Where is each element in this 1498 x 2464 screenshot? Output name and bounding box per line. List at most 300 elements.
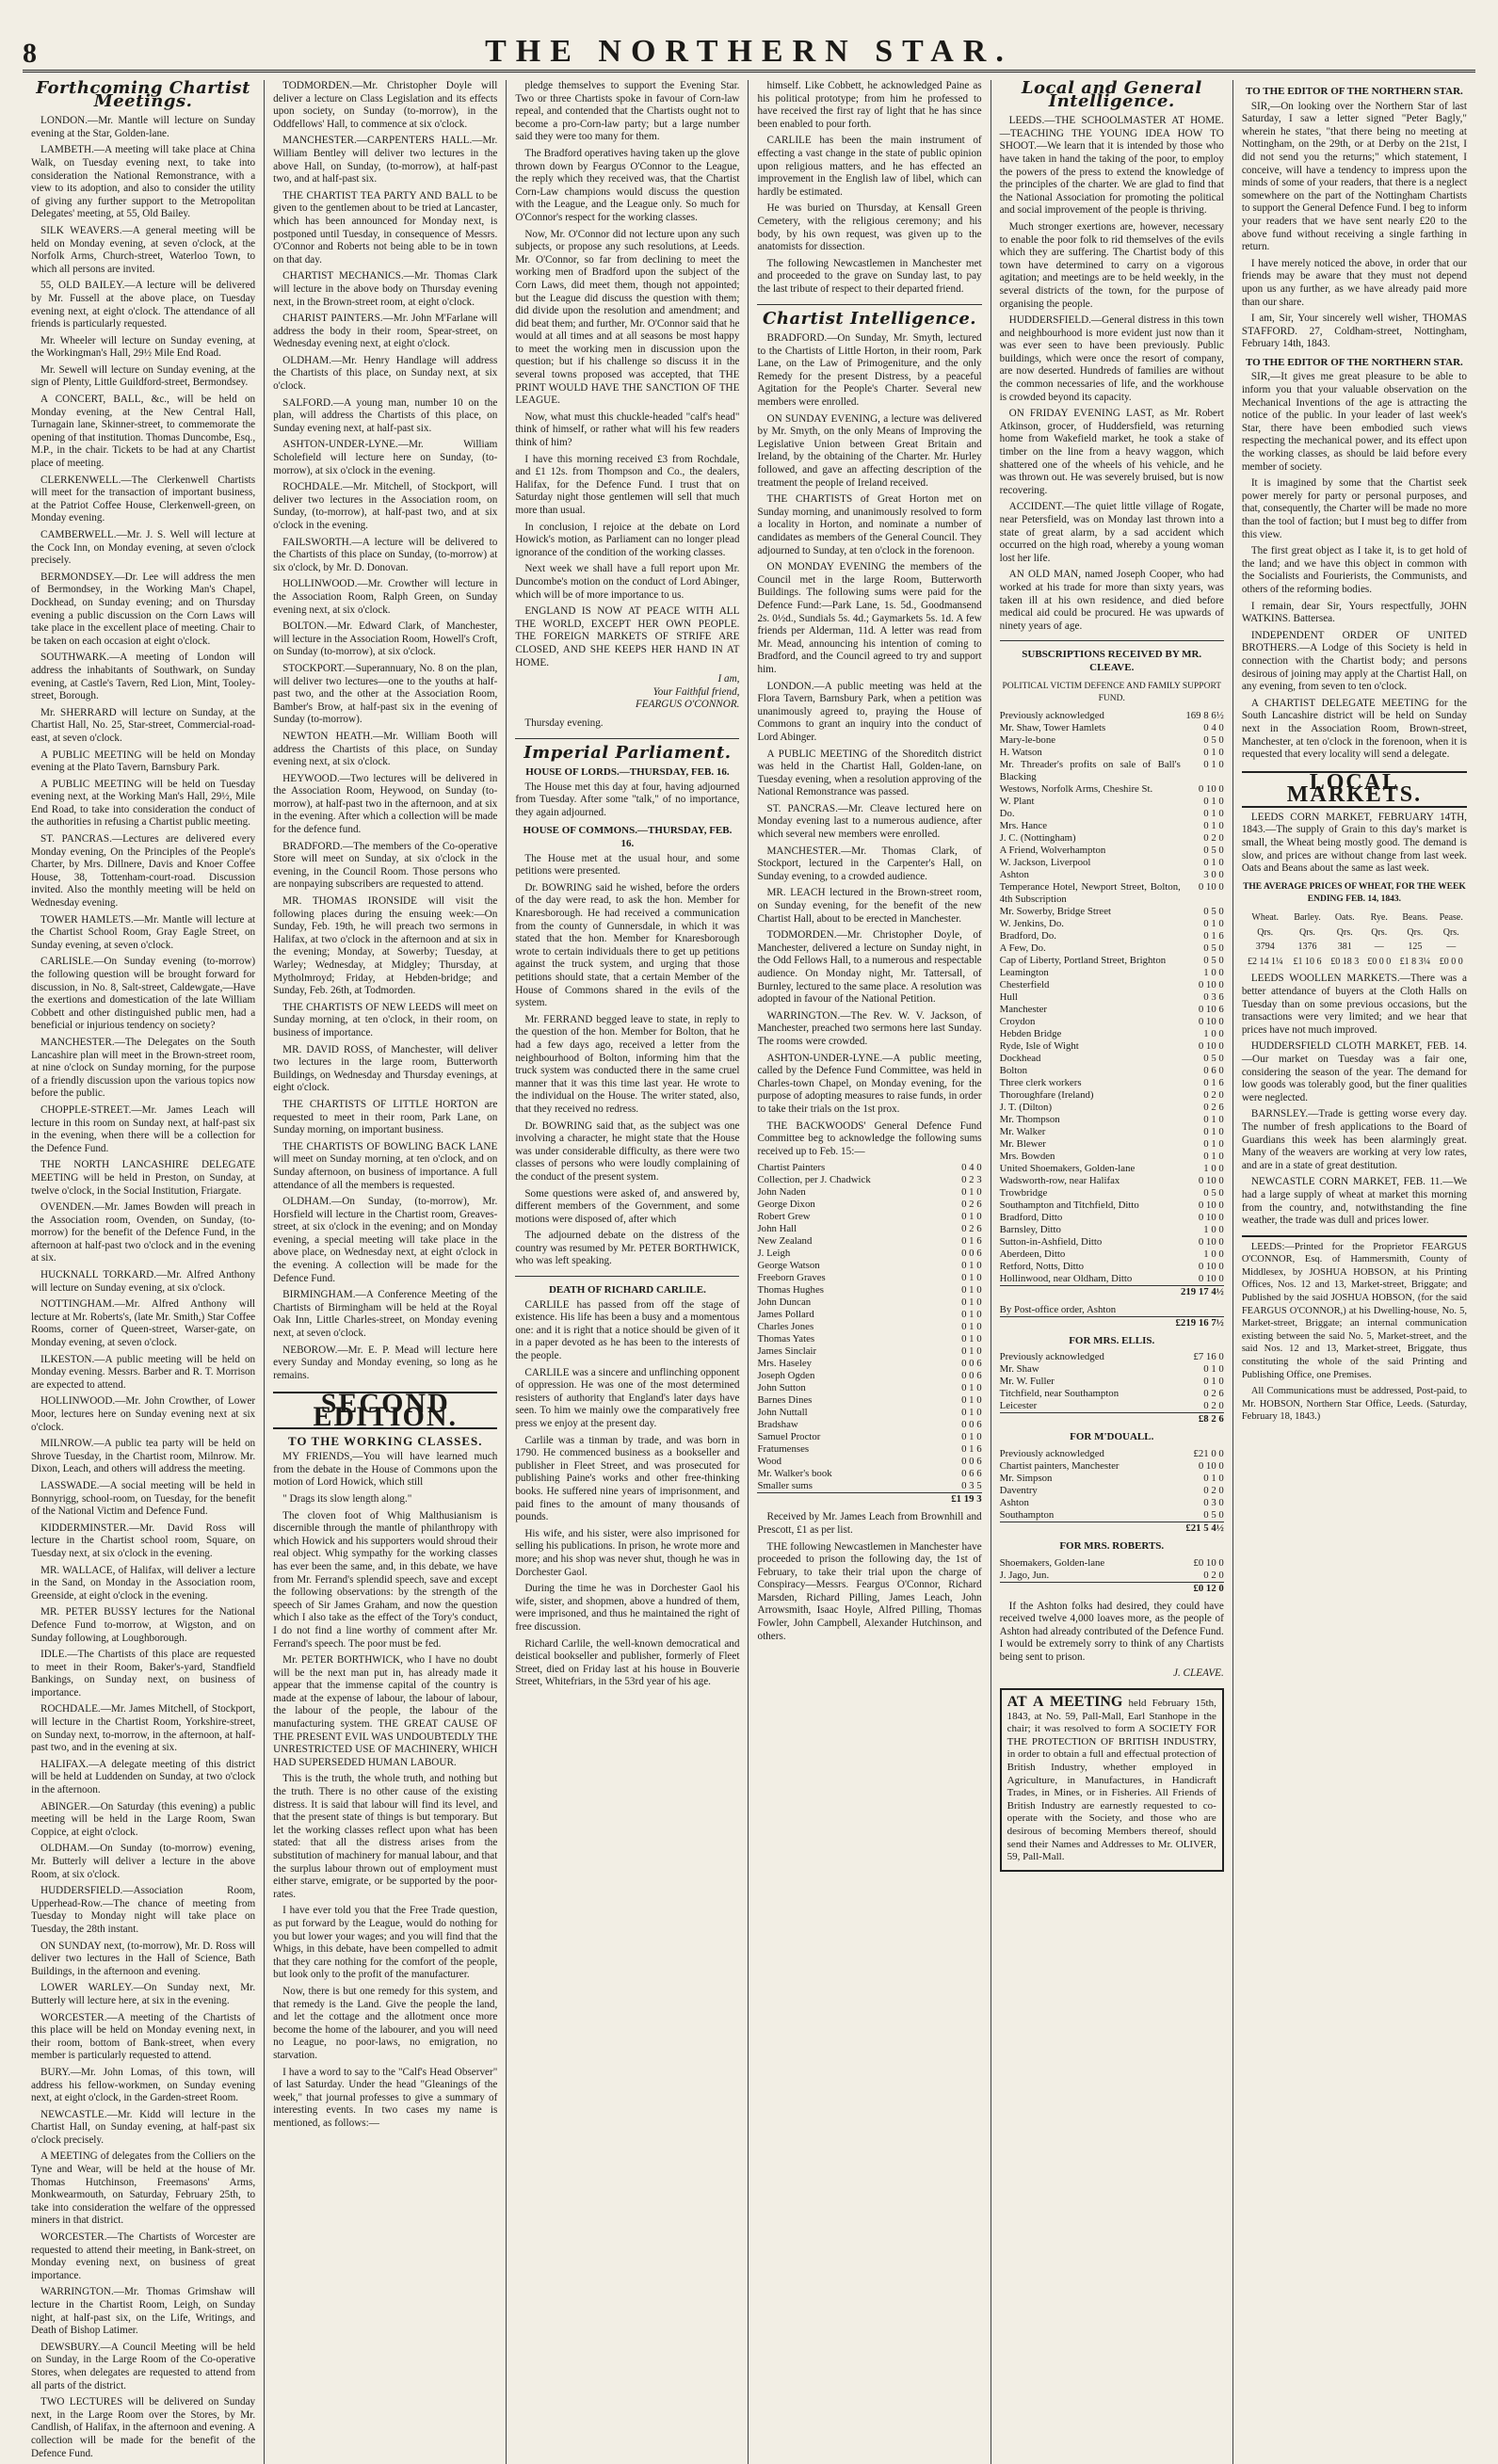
- paragraph: Next week we shall have a full report upon Mr. Duncombe's motion on the conduct of Lord Abinger, which will be of more importance to us.: [515, 563, 740, 601]
- amount: 169 8 6½: [1185, 709, 1224, 721]
- total-row: [1000, 1582, 1224, 1595]
- paragraph: This is the truth, the whole truth, and nothing but the truth. There is no other cause of the existing distress. It is said that labour will find its level, and that the present state of things is but temporary. But let the working classes reflect upon what has been stated: that all the distress arises from the substitution of machinery for manual labour, and that the surplus labour thrown out of employment must either starve, emigrate, or be supported by the poor-rates.: [273, 1773, 498, 1900]
- paragraph: THE CHARTISTS OF BOWLING BACK LANE will meet on Sunday morning, at ten o'clock, and on Sunday afternoon, on business of importance. A full attendance of all the members is requested.: [273, 1140, 498, 1191]
- table-row: [757, 1284, 981, 1296]
- paragraph: HUDDERSFIELD.—General distress in this town and neighbourhood is more evident just now than it was ever seen to have been previously. Public buildings, which were once the resort of company, are now deserted. Hundreds of families are without the common necessaries of life, and the workhouse is crowded beyond its capacity.: [999, 314, 1224, 403]
- subscriber-name: W. Jackson, Liverpool: [999, 856, 1091, 868]
- amount: 0 2 6: [1203, 1388, 1224, 1400]
- amount: 0 4 0: [961, 1162, 982, 1174]
- subscriber-name: Mrs. Bowden: [999, 1150, 1055, 1162]
- subscriber-name: H. Watson: [999, 746, 1042, 758]
- paragraph: SOUTHWARK.—A meeting of London will address the inhabitants of Southwark, on Sunday evening, at Castle's Tavern, Red Lion, Mint, Tooley-street, Borough.: [31, 652, 256, 702]
- price-cell: 125: [1408, 942, 1423, 953]
- subscriber-name: Barnes Dines: [757, 1394, 813, 1407]
- paragraph: himself. Like Cobbett, he acknowledged Paine as his political prototype; from him he professed to have received the first ray of light that he has since been enabled to pour forth.: [757, 80, 982, 130]
- subscriber-name: Bradford, Do.: [999, 929, 1056, 942]
- price-table-heading: THE AVERAGE PRICES OF WHEAT, FOR THE WEEK ENDING FEB. 14, 1843.: [1243, 881, 1466, 905]
- table-row: [757, 1468, 981, 1480]
- subscriber-name: Hollinwood, near Oldham, Ditto: [999, 1272, 1133, 1284]
- subscriber-name: J. C. (Nottingham): [999, 831, 1076, 844]
- column-3: [507, 80, 749, 2464]
- amount: 1 0 0: [1203, 1027, 1224, 1039]
- notice-united-brothers: INDEPENDENT ORDER OF UNITED BROTHERS.—A Lodge of this Society is held in connection with the Chartist body; and persons desirous of joining may apply at the Chartist Hall, on any evening, from seven to ten o'clock.: [1241, 629, 1467, 693]
- paragraph: He was buried on Thursday, at Kensall Green Cemetery, with the religious ceremony; and his body, by his own request, was given up to the anatomists for dissection.: [757, 202, 982, 253]
- subscriber-name: Hebden Bridge: [999, 1027, 1062, 1039]
- lords-text: The House met this day at four, having adjourned from Tuesday. After some "talk," of no importance, they again adjourned.: [515, 781, 740, 818]
- masthead: [23, 21, 1475, 72]
- signature-line: FEARGUS O'CONNOR.: [635, 699, 740, 711]
- table-row: [1000, 1236, 1224, 1248]
- table-row: [757, 1174, 981, 1186]
- price-table: [1242, 910, 1467, 969]
- paragraph: It is imagined by some that the Chartist seek power merely for party or personal purposes, and that, consequently, the Charter will be made no more than the tool of faction; but I must beg to differ from this view.: [1241, 477, 1467, 540]
- paragraph: Some questions were asked of, and answered by, different members of the Government, and some motions were disposed of, after which: [515, 1187, 740, 1225]
- paragraph: MR. PETER BUSSY lectures for the National Defence Fund to-morrow, at Wigston, and on Sunday following, at Loughborough.: [31, 1606, 256, 1644]
- section-heading-parliament: Imperial Parliament.: [523, 742, 732, 763]
- letter-signature: [515, 673, 739, 712]
- amount: 0 1 0: [961, 1382, 982, 1394]
- paragraph: ACCIDENT.—The quiet little village of Rogate, near Petersfield, was on Monday last thrown into a state of great alarm, by a sad accident which occurred on the high road, whereby a young woman lost her life.: [999, 501, 1224, 564]
- paragraph: HEYWOOD.—Two lectures will be delivered in the Association Room, Heywood, on Sunday (to-morrow), at half-past two in the afternoon, and at six in the evening. After which a collection will be made for the defence fund.: [273, 772, 498, 836]
- price-cell: £0 0 0: [1367, 956, 1392, 967]
- subscriber-name: J. Leigh: [757, 1248, 791, 1260]
- section-heading-chartist-intelligence: Chartist Intelligence.: [763, 308, 977, 329]
- subscriber-name: Thoroughfare (Ireland): [999, 1088, 1094, 1101]
- paragraph: MR. THOMAS IRONSIDE will visit the following places during the ensuing week:—On Sunday, Feb. 19th, he will preach two sermons in Halifax, at two o'clock in the afternoon and at six in the evening; Monday, at Sowerby; Tuesday, at Warley; Wednesday, at Midgley; Thursday, at Mytholmroyd; Friday, at Hebden-bridge; and Sunday, Feb. 26th, at Todmorden.: [273, 895, 498, 997]
- subscriber-name: Mr. Shaw: [999, 1363, 1039, 1376]
- amount: 0 5 0: [1203, 1508, 1224, 1521]
- paragraph: ST. PANCRAS.—Lectures are delivered every Monday evening, On the Principles of the People's Charter, by Mrs. Dillnere, Davis and Knoer Coffee House, 38, Tottenham-court-road. Discussion invited. Also the monthly meeting will be held on Wednesday evening.: [31, 833, 256, 910]
- column-6: [1233, 80, 1475, 2464]
- meetings-list: [31, 115, 255, 2460]
- amount: 0 0 6: [961, 1248, 982, 1260]
- amount: 0 10 0: [1198, 978, 1224, 990]
- amount: 0 10 0: [1198, 1235, 1224, 1248]
- table-row: [1000, 955, 1224, 967]
- meeting-text: held February 15th, 1843, at No. 59, Pall-Mall, Earl Stanhope in the chair; it was resolved to form A SOCIETY FOR THE PROTECTION OF BRITISH INDUSTRY, in order to obtain a full and effectual protection of British Industry, whether employed in Agriculture, in Manufactures, in Handicraft Trades, in Mines, or in Fisheries. All Friends of British Industry are earnestly requested to co-operate with the Society, and those who are desirous of becoming Members thereof, should send their Names and Addresses to Mr. OLIVER, 59, Pall-Mall.: [1007, 1698, 1216, 1863]
- paragraph: LONDON.—A public meeting was held at the Flora Tavern, Barnsbury Park, when a petition was unanimously agreed to, praying the House of Commons to grant an inquiry into the conduct of Lord Abinger.: [757, 680, 982, 743]
- table-row: [757, 1358, 981, 1370]
- subscriber-name: Fratumenses: [757, 1443, 810, 1456]
- page-number: 8: [23, 38, 37, 69]
- section-heading-meetings: Forthcoming Chartist Meetings.: [36, 78, 250, 111]
- paragraph: LASSWADE.—A social meeting will be held in Bonnyrigg, school-room, on Tuesday, for the benefit of the National Victim and Defence Fund.: [31, 1479, 256, 1518]
- subscriber-name: George Dixon: [757, 1199, 815, 1211]
- amount: 0 1 0: [1203, 746, 1224, 758]
- subscriber-name: Temperance Hotel, Newport Street, Bolton, 4th Subscription: [999, 880, 1181, 905]
- house-of-commons-heading: HOUSE OF COMMONS.—THURSDAY, FEB. 16.: [523, 825, 733, 850]
- paragraph: LONDON.—Mr. Mantle will lecture on Sunday evening at the Star, Golden-lane.: [31, 115, 256, 139]
- section-heading-local: Local and General Intelligence.: [1021, 78, 1202, 111]
- paragraph: THE BACKWOODS' General Defence Fund Committee beg to acknowledge the following sums received up to Feb. 15:—: [757, 1119, 982, 1157]
- imprint-text: LEEDS:—Printed for the Proprietor FEARGUS O'CONNOR, Esq. of Hammersmith, County of Middlesex, by JOSHUA HOBSON, at his Printing Offices, Nos. 12 and 13, Market-street, Briggate; and Published by the said JOSHUA HOBSON, (for the said FEARGUS O'CONNOR,) at his Dwelling-house, No. 5, Market-street, Briggate; an internal communication existing between the said No. 5, Market-street, and the said Nos. 12 and 13, Market-street, Briggate, thus constituting the whole of the said Printing and Publishing Office, one Premises.: [1241, 1241, 1467, 1380]
- amount: 0 1 0: [1203, 1376, 1224, 1388]
- price-cell: £0 0 0: [1439, 956, 1463, 967]
- table-row: [1000, 1212, 1224, 1224]
- subscriber-name: Previously acknowledged: [999, 709, 1104, 721]
- paragraph: WORCESTER.—The Chartists of Worcester are requested to attend their meeting, in Bank-street, on Monday evening next, on business of great importance.: [31, 2231, 256, 2281]
- paragraph: HUDDERSFIELD.—Association Room, Upperhead-Row.—The chance of meeting from Tuesday to Monday night will take place on Tuesday, the 28th instant.: [31, 1885, 256, 1935]
- paragraph: SIR,—It gives me great pleasure to be able to inform you that your valuable observation on the Mechanical Inventions of the age is attracting the notice of the public. In your leader of last week's Star, there have been embodied such views respecting the mechanical power, and its effect upon the working classes, as should be laid before every member of society.: [1241, 371, 1467, 473]
- paragraph: I have this morning received £3 from Rochdale, and £1 12s. from Thompson and Co., the dealers, Halifax, for the Defence Fund. I trust that on Saturday night those gentlemen will sell that much more than usual.: [515, 453, 740, 516]
- paragraph: BURY.—Mr. John Lomas, of this town, will address his fellow-workmen, on Sunday evening next, at eight o'clock, in the Garden-street Room.: [31, 2066, 256, 2104]
- paragraph: OLDHAM.—On Sunday (to-morrow) evening, Mr. Butterly will deliver a lecture in the above Room, at six o'clock.: [31, 1843, 256, 1880]
- paragraph: ILKESTON.—A public meeting will be held on Monday evening. Messrs. Barber and R. T. Morrison are expected to attend.: [31, 1353, 256, 1391]
- paragraph: CARLILE has passed from off the stage of existence. His life has been a busy and a momentous one: and it is right that a notice should be given of it in a paper devoted as he has been to the interests of the people.: [515, 1298, 740, 1362]
- table-row: [1000, 1077, 1224, 1089]
- subscriber-name: Collection, per J. Chadwick: [757, 1174, 871, 1186]
- price-row: [1242, 910, 1467, 926]
- table-row: [1000, 747, 1224, 759]
- price-cell: Qrs.: [1407, 926, 1424, 938]
- amount: 0 1 6: [1203, 929, 1224, 942]
- paragraph: MR. LEACH lectured in the Brown-street room, on Sunday evening, for the benefit of the new Chartist Hall, about to be erected in Manchester.: [757, 887, 982, 925]
- subscriber-name: Smaller sums: [757, 1480, 813, 1492]
- subscriber-name: Southampton: [999, 1508, 1055, 1521]
- subscriber-name: George Watson: [757, 1260, 820, 1272]
- paragraph: NOTTINGHAM.—Mr. Alfred Anthony will lecture at Mr. Roberts's, (late Mr. Smith,) Star Coffee Rooms, corner of Queen-street, Warser-gate, on Monday evening, at seven o'clock.: [31, 1298, 256, 1349]
- paragraph: ABINGER.—On Saturday (this evening) a public meeting will be held in the Large Room, Swan Coppice, at eight o'clock.: [31, 1800, 256, 1838]
- price-cell: Qrs.: [1371, 926, 1388, 938]
- paragraph: WARRINGTON.—The Rev. W. V. Jackson, of Manchester, preached two sermons here last Sunday. The rooms were crowded.: [757, 1009, 982, 1047]
- meetings-list-continued: [273, 80, 497, 1382]
- death-heading: DEATH OF RICHARD CARLILE.: [548, 1284, 706, 1296]
- amount: 0 5 0: [1203, 733, 1224, 746]
- paragraph: CHOPPLE-STREET.—Mr. James Leach will lecture in this room on Sunday next, at half-past six in the evening, when there will be a collection for the Defence Fund.: [31, 1103, 256, 1154]
- paragraph: THE CHARTISTS OF LITTLE HORTON are requested to meet in their room, Park Lane, on Sunday morning, on important business.: [273, 1098, 498, 1136]
- subscriber-name: New Zealand: [757, 1235, 813, 1248]
- subscriber-name: Robert Grew: [757, 1211, 811, 1223]
- amount: 0 5 0: [1203, 942, 1224, 954]
- table-row: [757, 1321, 981, 1333]
- subscription-note: If the Ashton folks had desired, they could have received twelve 4,000 loaves more, as the people of Ashton had already contributed of the Defence Fund. I would be extremely sorry to think of any Chartists being sent to prison.: [999, 1600, 1224, 1663]
- paragraph: OLDHAM.—On Sunday, (to-morrow), Mr. Horsfield will lecture in the Chartist room, Greaves-street, at six o'clock in the evening; and on Monday evening, a special meeting will take place in the above place, on Wednesday next, at eight o'clock in the evening. A collection will be made for the Defence Fund.: [273, 1196, 498, 1284]
- paragraph: 55, OLD BAILEY.—A lecture will be delivered by Mr. Fussell at the above place, on Tuesday evening next, at eight o'clock. The attendance of all friends is particularly requested.: [31, 280, 256, 330]
- subscriber-name: Mr. Sowerby, Bridge Street: [999, 905, 1112, 917]
- paragraph: Richard Carlile, the well-known democratical and deistical bookseller and publisher, formerly of Fleet Street, died on Friday last at his house in Bouverie Street, Whitefriars, in the 53rd year of his age.: [515, 1637, 740, 1688]
- amount: 0 10 6: [1198, 1003, 1224, 1015]
- subscriber-name: James Pollard: [757, 1309, 814, 1321]
- paragraph: I have a word to say to the "Calf's Head Observer" of last Saturday. Under the head "Gleanings of the week," that journal professes to give a summary of interesting events. In two cases my name is mentioned, as follows:—: [273, 2066, 498, 2129]
- editor-heading-1: TO THE EDITOR OF THE NORTHERN STAR.: [1246, 86, 1463, 97]
- amount: 1 0 0: [1203, 1248, 1224, 1260]
- amount: 0 2 3: [961, 1174, 982, 1186]
- amount: 0 1 0: [1203, 795, 1224, 807]
- paragraph: Now, there is but one remedy for this system, and that remedy is the Land. Give the people the land, and let the cottage and the allotment once more become the home of the labourer, and you will need no League, no poor-laws, no emigration, no starvation.: [273, 1985, 498, 2061]
- local-intelligence: [1000, 115, 1224, 633]
- table-row: [757, 1296, 981, 1309]
- subscriber-name: Mary-le-bone: [999, 733, 1056, 746]
- table-row: [1000, 930, 1224, 942]
- paragraph: A MEETING of delegates from the Colliers on the Tyne and Wear, will be held at the house of Mr. Thomas Hutchinson, Freemasons' Arms, Monkwearmouth, on Saturday, February 25th, to take into consideration the welfare of the oppressed miners in that district.: [31, 2150, 256, 2227]
- subscriber-name: Leamington: [999, 966, 1049, 978]
- paragraph: THE CHARTISTS of Great Horton met on Sunday morning, and unanimously resolved to form a locality in Horton, and nominate a number of candidates as members of the General Council. They adjourned to Sunday, at ten o'clock in the forenoon.: [757, 493, 982, 556]
- total-amount: £0 12 0: [1181, 1582, 1224, 1595]
- paragraph: ROCHDALE.—Mr. Mitchell, of Stockport, will deliver two lectures in the Association room, on Sunday, (to-morrow), at half-past two, and at six o'clock in the evening.: [273, 481, 498, 531]
- paper-title: THE NORTHERN STAR.: [485, 34, 1013, 69]
- paragraph: IDLE.—The Chartists of this place are requested to meet in their Room, Baker's-yard, Standfield Bankings, on Sunday next, on business of importance.: [31, 1649, 256, 1699]
- table-row: [1000, 1261, 1224, 1273]
- paragraph: Mr. Wheeler will lecture on Sunday evening, at the Workingman's Hall, 29½ Mile End Road.: [31, 334, 256, 360]
- paragraph: Now, what must this chuckle-headed "calf's head" think of himself, or rather what will his few readers think of him?: [515, 411, 740, 449]
- amount: 0 0 6: [961, 1419, 982, 1431]
- subscription-table-ellis: [1000, 1351, 1224, 1425]
- paragraph: MY FRIENDS,—You will have learned much from the debate in the House of Commons upon the motion of Lord Howick, which still: [273, 1451, 498, 1489]
- paragraph: AN OLD MAN, named Joseph Cooper, who had worked at his trade for more than sixty years, was taken ill at his own residence, and died before medical aid could be procured. He was upwards of ninety years of age.: [999, 569, 1224, 632]
- letter-date: Thursday evening.: [524, 717, 604, 729]
- table-row: [1000, 796, 1224, 808]
- subscriber-name: J. Jago, Jun.: [999, 1569, 1050, 1581]
- amount: 1 0 0: [1203, 1223, 1224, 1235]
- table-row: [1000, 710, 1224, 722]
- paragraph: THE CHARTISTS OF NEW LEEDS will meet on Sunday morning, at ten o'clock, in their room, on business of importance.: [273, 1001, 498, 1039]
- subscriber-name: Samuel Proctor: [757, 1431, 821, 1443]
- paragraph: KIDDERMINSTER.—Mr. David Ross will lecture in the Chartist school room, Square, on Tuesday next, at six o'clock in the evening.: [31, 1522, 256, 1559]
- subscriber-name: Aberdeen, Ditto: [999, 1248, 1066, 1260]
- paragraph: Dr. BOWRING said that, as the subject was one involving a character, he might state that the House was under considerable difficulty, as there were two classes of persons who were loudly complaining of the conduct of the present system.: [515, 1119, 740, 1183]
- paragraph: ENGLAND IS NOW AT PEACE WITH ALL THE WORLD, EXCEPT HER OWN PEOPLE. THE FOREIGN MARKETS OF STRIFE ARE CLOSED, AND SHE KEEPS HER HAND IN AT HOME.: [515, 605, 740, 668]
- paragraph: MANCHESTER.—Mr. Thomas Clark, of Stockport, lectured in the Carpenter's Hall, on Sunday evening, to a crowded audience.: [757, 845, 982, 882]
- subscriber-name: Bradshaw: [757, 1419, 798, 1431]
- subscriber-name: Croydon: [999, 1015, 1036, 1027]
- paragraph: OLDHAM.—Mr. Henry Handlage will address the Chartists of this place, on Sunday next, at six o'clock.: [273, 354, 498, 393]
- subscriber-name: Mr. Blewer: [999, 1137, 1046, 1150]
- amount: 0 2 6: [961, 1223, 982, 1235]
- amount: 0 6 6: [961, 1468, 982, 1480]
- table-row: [1000, 1485, 1224, 1497]
- amount: 0 2 0: [1203, 1484, 1224, 1496]
- amount: 0 1 0: [1203, 1150, 1224, 1162]
- paragraph: I am, Sir, Your sincerely well wisher, THOMAS STAFFORD. 27, Coldham-street, Nottingham, February 14th, 1843.: [1241, 313, 1467, 350]
- subscriber-name: W. Plant: [999, 795, 1035, 807]
- amount: 0 1 0: [961, 1345, 982, 1358]
- subscriber-name: Ashton: [999, 1496, 1029, 1508]
- paragraph: SIR,—On looking over the Northern Star of last Saturday, I saw a letter signed "Peter Bagly," wherein he states, "that there being no meeting at Nottingham, on the 29th, or at Derby on the 21st, I did not send you the returns;" which statement, I conceive, will have a tendency to impress upon the minds of some of your readers, that there is a neglect somewhere on the part of the Nottingham Chartists to support the General Defence Fund. I beg to inform your readers that we have sent nearly £20 to the above fund without receiving a single farthing in return.: [1241, 100, 1467, 253]
- subscriber-name: Mr. Shaw, Tower Hamlets: [999, 721, 1106, 733]
- total-row: [1000, 1413, 1224, 1426]
- paragraph: THE NORTH LANCASHIRE DELEGATE MEETING will be held in Preston, on Sunday, at twelve o'clock, in the Social Institution, Friargate.: [31, 1159, 256, 1197]
- table-row: [757, 1309, 981, 1321]
- signature-line: I am,: [717, 673, 740, 685]
- paragraph: BRADFORD.—On Sunday, Mr. Smyth, lectured to the Chartists of Little Horton, in their room, Park Lane, on the Law of Primogeniture, and the only Remedy for the present Distress, by a peaceful Agitation for the People's Charter. Several new members were enrolled.: [757, 332, 982, 409]
- subscriber-name: Wadsworth-row, near Halifax: [999, 1174, 1120, 1186]
- subscriber-name: Mrs. Hance: [999, 819, 1048, 831]
- subscriber-name: Mrs. Haseley: [757, 1358, 813, 1370]
- amount: 0 1 0: [961, 1296, 982, 1309]
- table-row: [757, 1333, 981, 1345]
- paragraph: BIRMINGHAM.—A Conference Meeting of the Chartists of Birmingham will be held at the Royal Oak Inn, Little Charles-street, on Monday evening next, at seven o'clock.: [273, 1289, 498, 1340]
- paragraph: HUCKNALL TORKARD.—Mr. Alfred Anthony will lecture on Sunday evening, at six o'clock.: [31, 1269, 256, 1294]
- table-row: [1000, 881, 1224, 906]
- paragraph: ON FRIDAY EVENING LAST, as Mr. Robert Atkinson, grocer, of Huddersfield, was returning home from Wakefield market, he took a stake of timber on the line from a heavy waggon, which shattered one of the wheels of his vehicle, and he was thrown out. He was severely bruised, but is now recovering.: [999, 408, 1224, 496]
- subscriber-name: Titchfield, near Southampton: [999, 1388, 1119, 1400]
- table-row: [1000, 1138, 1224, 1151]
- paragraph: A PUBLIC MEETING will be held on Tuesday evening next, at the Working Man's Hall, 29½, Mile End Road, to take into consideration the conduct of the authorities in refusing a Chartist public meeting.: [31, 778, 256, 829]
- table-row: [1000, 1497, 1224, 1509]
- paragraph: BOLTON.—Mr. Edward Clark, of Manchester, will lecture in the Association Room, Howell's Croft, on Sunday (to-morrow), at six o'clock.: [273, 620, 498, 658]
- table-row: [757, 1211, 981, 1223]
- subscriber-name: Mr. Thompson: [999, 1113, 1060, 1125]
- table-row: [757, 1480, 981, 1493]
- paragraph: WARRINGTON.—Mr. Thomas Grimshaw will lecture in the Chartist Room, Leigh, on Sunday night, at half-past six, on the Life, Writings, and Death of Bishop Latimer.: [31, 2286, 256, 2337]
- subscriber-name: Ryde, Isle of Wight: [999, 1039, 1079, 1052]
- paragraph: BRADFORD.—The members of the Co-operative Store will meet on Sunday, at six o'clock in the evening, in the Council Room. Those persons who are nonpaying subscribers are requested to attend.: [273, 840, 498, 891]
- paragraph: A CONCERT, BALL, &c., will be held on Monday evening, at the New Central Hall, Turnagain lane, Skinner-street, to commemorate the opening of that institution. Thomas Duncombe, Esq., M.P., in the chair. Tickets to be had at any Chartist place of meeting.: [31, 394, 256, 470]
- paragraph: HALIFAX.—A delegate meeting of this district will be held at Luddenden on Sunday, at two o'clock in the afternoon.: [31, 1758, 256, 1796]
- table-row: [757, 1162, 981, 1174]
- amount: 0 4 0: [1203, 721, 1224, 733]
- paragraph: BERMONDSEY.—Dr. Lee will address the men of Bermondsey, in the Working Man's Chapel, Dockhead, on Sunday evening; and on Thursday evening a public discussion on the Corn Laws will take place in the excellent place of meeting. Chair to be taken on each occasion at eight o'clock.: [31, 571, 256, 647]
- amount: 1 0 0: [1203, 966, 1224, 978]
- paragraph: NEWTON HEATH.—Mr. William Booth will address the Chartists of this place, on Sunday evening next, at six o'clock.: [273, 730, 498, 768]
- table-row: [1000, 1187, 1224, 1200]
- subscriber-name: Joseph Ogden: [757, 1370, 815, 1382]
- subscriber-name: Wood: [757, 1456, 782, 1468]
- table-row: [1000, 1016, 1224, 1028]
- table-row: [1000, 1448, 1224, 1460]
- amount: 0 2 0: [1203, 1569, 1224, 1581]
- price-row: [1242, 940, 1467, 955]
- subscriber-name: A Few, Do.: [999, 942, 1046, 954]
- amount: 0 10 0: [1198, 782, 1224, 795]
- subscriber-name: Mr. Threader's profits on sale of Ball's Blacking: [999, 758, 1181, 782]
- paragraph: During the time he was in Dorchester Gaol his wife, sister, and shopmen, above a hundred of them, were imprisoned, and thus he maintained the right of free discussion.: [515, 1583, 740, 1633]
- paragraph: I have merely noticed the above, in order that our friends may be aware that they must not depend upon us any further, as we have already paid more than our share.: [1241, 257, 1467, 308]
- closing-paragraph: THE following Newcastlemen in Manchester have proceeded to prison the following day, the 1st of February, to take their trial upon the charge of Conspiracy—Messrs. Feargus O'Connor, Richard Marsden, Richard Pilling, James Leach, John Arrowsmith, Isaac Hoyle, Alfred Pilling, Thomas Fowler, John Campbell, Alexander Hutchinson, and others.: [757, 1540, 982, 1642]
- price-cell: £2 14 1¼: [1247, 956, 1283, 967]
- subscriber-name: Charles Jones: [757, 1321, 814, 1333]
- amount: 0 3 6: [1203, 990, 1224, 1003]
- amount: 0 1 0: [1203, 917, 1224, 929]
- amount: 0 1 0: [961, 1407, 982, 1419]
- amount: 0 1 0: [1203, 758, 1224, 770]
- subscriber-name: Trowbridge: [999, 1186, 1048, 1199]
- subscriber-name: John Nuttall: [757, 1407, 808, 1419]
- paragraph: LAMBETH.—A meeting will take place at China Walk, on Tuesday evening next, to take into consideration the National Remonstrance, with a view to its adoption, and also to consider the utility of giving any further support to the Metropolitan Delegates' meeting, at 55, Old Bailey.: [31, 144, 256, 220]
- paragraph: CHARTIST MECHANICS.—Mr. Thomas Clark will lecture in the above body on Thursday evening next, in the Brown-street room, at eight o'clock.: [273, 270, 498, 308]
- table-row: [1000, 1200, 1224, 1212]
- paragraph: SALFORD.—A young man, number 10 on the plan, will address the Chartists of this place, on Sunday evening next, at half-past six.: [273, 396, 498, 434]
- amount: 0 1 0: [961, 1284, 982, 1296]
- price-cell: —: [1446, 942, 1457, 953]
- paragraph: I remain, dear Sir, Yours respectfully, JOHN WATKINS. Battersea.: [1241, 600, 1467, 625]
- amount: 0 10 0: [1198, 1199, 1224, 1211]
- paragraph: Now, Mr. O'Connor did not lecture upon any such subjects, or propose any such resolutions, at Leeds. Mr. O'Connor, so far from declining to meet the working men of Bradford upon the subject of the Corn Laws, did meet them, though not appointed; but the League did discuss the question with them; did divide upon the resolution and amendment; and did beat them; and further, Mr. O'Connor said that he would at all times and at all seasons be most happy to meet the working men in discussion upon the question; but if his challenge so discuss it in the several towns proposed was accepted, that THE PRINT WOULD HAVE THE SANCTION OF THE LEAGUE.: [515, 228, 740, 407]
- paragraph: NEBOROW.—Mr. E. P. Mead will lecture here every Sunday and Monday evening, so long as he remains.: [273, 1344, 498, 1381]
- amount: 0 2 0: [1203, 1088, 1224, 1101]
- table-row: [1000, 1102, 1224, 1114]
- paragraph: CAMBERWELL.—Mr. J. S. Well will lecture at the Cock Inn, on Monday evening, at seven o'clock precisely.: [31, 529, 256, 567]
- amount: 0 1 0: [961, 1272, 982, 1284]
- paragraph: WORCESTER.—A meeting of the Chartists of this place will be held on Monday evening next, in their room, bottom of Bank-street, when every member is particularly requested to attend.: [31, 2011, 256, 2062]
- amount: 0 1 0: [961, 1211, 982, 1223]
- table-row: [1000, 734, 1224, 747]
- subscription-table-mdouall: [1000, 1448, 1224, 1535]
- subscriber-name: Cap of Liberty, Portland Street, Brighton: [999, 954, 1167, 966]
- amount: 0 10 0: [1198, 1015, 1224, 1027]
- death-notice: [515, 1299, 739, 1689]
- paragraph: The adjourned debate on the distress of the country was resumed by Mr. PETER BORTHWICK, who was left speaking.: [515, 1230, 740, 1267]
- amount: 0 3 5: [961, 1480, 982, 1492]
- table-row: [1000, 1053, 1224, 1065]
- amount: 0 1 6: [961, 1443, 982, 1456]
- price-cell: Qrs.: [1257, 926, 1274, 938]
- subscriber-name: Southampton and Titchfield, Ditto: [999, 1199, 1139, 1211]
- subscriber-name: John Sutton: [757, 1382, 806, 1394]
- subscriber-name: John Hall: [757, 1223, 797, 1235]
- table-row: [757, 1260, 981, 1272]
- table-row: [757, 1382, 981, 1394]
- table-row: [757, 1186, 981, 1199]
- price-cell: Qrs.: [1442, 926, 1459, 938]
- amount: 0 1 0: [961, 1394, 982, 1407]
- mdouall-heading: FOR M'DOUALL.: [1070, 1431, 1154, 1443]
- price-cell: £0 18 3: [1330, 956, 1360, 967]
- amount: 0 1 0: [961, 1321, 982, 1333]
- fund-note: Received by Mr. James Leach from Brownhill and Prescott, £1 as per list.: [757, 1511, 982, 1536]
- paragraph: Dr. BOWRING said he wished, before the orders of the day were read, to ask the hon. Member for Knaresborough. He had received a communication from the county of Gunnersdale, in which it was stated that the hon. Member for Knaresborough wrote to certain individuals there to get up petitions against the truck system, and urging that those petitions should state, that a certain Member of the House of Commons shared in the evils of the system.: [515, 881, 740, 1009]
- paragraph: ROCHDALE.—Mr. James Mitchell, of Stockport, will lecture in the Chartist Room, Yorkshire-street, on Sunday next, to-morrow, in the afternoon, at half-past two, and in the evening at six.: [31, 1703, 256, 1754]
- amount: 0 1 0: [1203, 807, 1224, 819]
- amount: 0 2 6: [961, 1199, 982, 1211]
- letter-stafford: [1242, 101, 1467, 351]
- amount: 0 0 6: [961, 1370, 982, 1382]
- amount: 0 10 0: [1198, 1272, 1224, 1284]
- subscriber-name: Daventry: [999, 1484, 1038, 1496]
- table-row: [757, 1419, 981, 1431]
- total-amount: £1 19 3: [939, 1493, 982, 1506]
- post-label: By Post-office order, Ashton: [999, 1303, 1117, 1315]
- table-row: [757, 1407, 981, 1419]
- table-row: [1000, 869, 1224, 881]
- table-row: [1000, 1363, 1224, 1376]
- paragraph: The House met at the usual hour, and some petitions were presented.: [515, 852, 740, 878]
- subscriber-name: Mr. Walker: [999, 1125, 1046, 1137]
- meeting-advertisement: [1000, 1688, 1224, 1872]
- subscriber-name: John Naden: [757, 1186, 806, 1199]
- paragraph: A PUBLIC MEETING of the Shoreditch district was held in the Chartist Hall, Golden-lane, on Tuesday evening, when a resolution approving of the National Remonstrance was passed.: [757, 748, 982, 798]
- table-row: [1000, 1151, 1224, 1163]
- total-row: [1000, 1285, 1224, 1298]
- letter-continued: [515, 80, 739, 669]
- table-row: [757, 1248, 981, 1260]
- table-row: [1000, 1114, 1224, 1126]
- paragraph: " Drags its slow length along.": [282, 1492, 412, 1505]
- paragraph: CARLISLE.—On Sunday evening (to-morrow) the following question will be brought forward for discussion, in No. 8, Salt-street, Caldewgate,—Have the exertions and domestication of the late William Cobbett and other distinguished public men, had a beneficial or injurious tendency on society?: [31, 956, 256, 1032]
- amount: 0 0 6: [961, 1358, 982, 1370]
- amount: 1 0 0: [1203, 1162, 1224, 1174]
- table-row: [757, 1272, 981, 1284]
- paragraph: The Bradford operatives having taken up the glove thrown down by Feargus O'Connor to the League, the reply which they received was, that the Chartist Corn-Law champions would discuss the question with the League, and the League only. So much for O'Connor's respect for the working classes.: [515, 147, 740, 223]
- table-row: [1000, 979, 1224, 991]
- paragraph: DEWSBURY.—A Council Meeting will be held on Sunday, in the Large Room of the Co-operative Stores, when delegates are requested to attend from all parts of the district.: [31, 2341, 256, 2392]
- subscriber-name: Bolton: [999, 1064, 1028, 1076]
- table-row: [757, 1431, 981, 1443]
- subscriber-name: Previously acknowledged: [999, 1447, 1104, 1459]
- subscriber-name: Shoemakers, Golden-lane: [999, 1556, 1105, 1569]
- paragraph: STOCKPORT.—Superannuary, No. 8 on the plan, will deliver two lectures—one to the youths at half-past two, and the other at the Association Room, Bamber's Brow, at half-past six in the evening of Sunday (to-morrow).: [273, 662, 498, 726]
- price-cell: 1376: [1297, 942, 1317, 953]
- subscription-table-victims: [1000, 710, 1224, 1298]
- subscriptions-subheading: POLITICAL VICTIM DEFENCE AND FAMILY SUPPORT FUND.: [1002, 681, 1222, 704]
- table-row: [1000, 1570, 1224, 1583]
- market-newcastle: NEWCASTLE CORN MARKET, FEB. 11.—We had a large supply of wheat at market this morning from the country, and, notwithstanding the fine weather, the trade was dull and prices lower.: [1241, 1176, 1467, 1227]
- paragraph: CARLILE has been the main instrument of effecting a vast change in the state of public opinion upon religious matters, and he has effected an improvement in the English law of libel, which can hardly be estimated.: [757, 135, 982, 198]
- table-row: [757, 1394, 981, 1407]
- imprint-address: All Communications must be addressed, Post-paid, to Mr. HOBSON, Northern Star Office, Leeds. (Saturday, February 18, 1843.): [1241, 1386, 1467, 1423]
- table-row: [1000, 857, 1224, 869]
- table-row: [757, 1223, 981, 1235]
